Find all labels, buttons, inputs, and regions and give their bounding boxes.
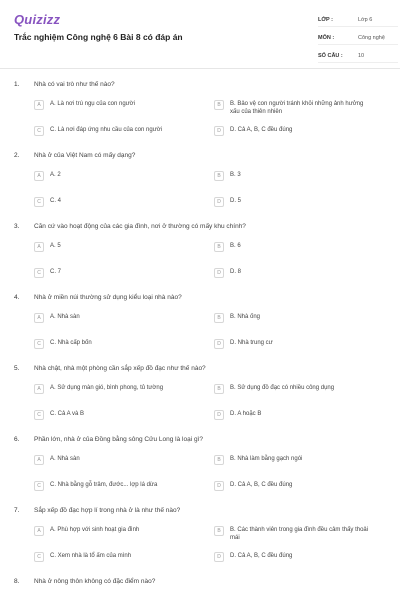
answer-option-d[interactable] [214,197,374,207]
answer-option-d[interactable] [214,481,374,491]
option-text: B. Bảo vệ con người tránh khỏi những ảnh hưởng xấu của thiên nhiên [230,101,364,115]
answer-option-d[interactable] [214,410,374,420]
question-text: Phần lớn, nhà ở của Đồng bằng sông Cửu Long là loại gì? [34,436,203,443]
option-text: C. 7 [50,269,62,275]
question-item [0,504,400,575]
question-number: 5. [14,365,20,372]
answer-option-b[interactable] [214,526,374,542]
answer-option-a[interactable] [34,526,194,536]
answer-option-a[interactable] [34,455,194,465]
meta-label: SỐ CÂU : [318,53,343,59]
meta-value: Lớp 6 [358,17,373,23]
meta-row-count [318,50,398,63]
option-text: A. Nhà sàn [50,456,80,462]
question-item [0,220,400,291]
meta-label: LỚP : [318,17,333,23]
question-item [0,433,400,504]
answer-option-a[interactable] [34,242,194,252]
option-text: B. Nhà ống [230,314,261,320]
option-letter-box: B [214,384,224,394]
option-text: B. Nhà làm bằng gạch ngói [230,456,303,462]
option-letter-box: A [34,455,44,465]
option-letter-box: D [214,552,224,562]
option-text: B. Các thành viên trong gia đình đều cảm thấy thoải mái [230,527,369,541]
worksheet-title: Trắc nghiệm Công nghệ 6 Bài 8 có đáp án [14,32,183,42]
option-letter-box: A [34,171,44,181]
meta-row-subject [318,32,398,45]
option-text: A. Sử dụng màn gió, bình phong, tủ tường [50,385,164,391]
answer-option-d[interactable] [214,268,374,278]
option-text: A. 2 [50,172,61,178]
option-text: C. Nhà bằng gỗ trâm, đước... lợp lá dừa [50,482,158,488]
answer-option-b[interactable] [214,455,374,465]
answer-option-c[interactable] [34,268,194,278]
question-item [0,362,400,433]
option-text: B. 3 [230,172,241,178]
question-number: 2. [14,152,20,159]
option-letter-box: B [214,526,224,536]
question-list [0,78,400,600]
option-text: A. Phù hợp với sinh hoạt gia đình [50,527,140,533]
option-letter-box: D [214,268,224,278]
option-text: D. 8 [230,269,242,275]
meta-row-class [318,14,398,27]
option-letter-box: B [214,455,224,465]
answer-option-c[interactable] [34,126,194,136]
answer-option-a[interactable] [34,171,194,181]
option-letter-box: C [34,410,44,420]
option-letter-box: D [214,339,224,349]
answer-option-a[interactable] [34,384,194,394]
header-divider [0,68,400,69]
question-number: 6. [14,436,20,443]
option-text: A. Là nơi trú ngụ của con người [50,101,135,107]
question-text: Nhà chật, nhà một phòng cần sắp xếp đồ đạc như thế nào? [34,365,206,372]
option-text: A. 5 [50,243,61,249]
option-letter-box: B [214,313,224,323]
meta-value: Công nghệ [358,35,385,41]
answer-option-b[interactable] [214,100,374,116]
option-letter-box: C [34,126,44,136]
question-item [0,291,400,362]
option-letter-box: A [34,313,44,323]
question-number: 7. [14,507,20,514]
quizizz-logo: Quizizz [14,12,61,27]
option-text: D. Cả A, B, C đều đúng [230,553,293,559]
option-letter-box: C [34,481,44,491]
option-text: D. Cả A, B, C đều đúng [230,482,293,488]
option-letter-box: B [214,100,224,110]
question-number: 3. [14,223,20,230]
option-letter-box: C [34,268,44,278]
question-text: Nhà có vai trò như thế nào? [34,81,115,88]
question-number: 1. [14,81,20,88]
answer-option-d[interactable] [214,126,374,136]
option-letter-box: D [214,197,224,207]
option-letter-box: C [34,552,44,562]
answer-option-c[interactable] [34,410,194,420]
option-letter-box: D [214,126,224,136]
answer-option-a[interactable] [34,313,194,323]
answer-option-d[interactable] [214,552,374,562]
option-text: D. A hoặc B [230,411,262,417]
option-letter-box: D [214,481,224,491]
option-text: B. 6 [230,243,241,249]
question-text: Căn cứ vào hoạt động của các gia đình, nơi ở thường có mấy khu chính? [34,223,246,230]
worksheet-meta [318,14,398,68]
question-text: Nhà ở nông thôn không có đặc điểm nào? [34,578,156,585]
answer-option-c[interactable] [34,197,194,207]
answer-option-c[interactable] [34,339,194,349]
option-letter-box: A [34,384,44,394]
answer-option-b[interactable] [214,313,374,323]
answer-option-a[interactable] [34,100,194,110]
option-letter-box: B [214,171,224,181]
option-letter-box: C [34,197,44,207]
answer-option-c[interactable] [34,552,194,562]
option-text: D. Cả A, B, C đều đúng [230,127,293,133]
worksheet-header [0,0,400,68]
option-text: C. Là nơi đáp ứng nhu cầu của con người [50,127,162,133]
question-item [0,78,400,149]
question-number: 8. [14,578,20,585]
meta-label: MÔN : [318,35,335,41]
question-text: Nhà ở của Việt Nam có mấy dạng? [34,152,136,159]
option-letter-box: A [34,100,44,110]
option-text: A. Nhà sàn [50,314,80,320]
option-letter-box: A [34,526,44,536]
question-item [0,149,400,220]
question-text: Sắp xếp đồ đạc hợp lí trong nhà ở là như thế nào? [34,507,181,514]
option-letter-box: C [34,339,44,349]
option-letter-box: A [34,242,44,252]
answer-option-b[interactable] [214,171,374,181]
option-letter-box: D [214,410,224,420]
option-text: C. 4 [50,198,62,204]
option-text: D. Nhà trung cư [230,340,273,346]
answer-option-c[interactable] [34,481,194,491]
option-letter-box: B [214,242,224,252]
question-text: Nhà ở miền núi thường sử dụng kiểu loại nhà nào? [34,294,182,301]
option-text: C. Xem nhà là tổ ấm của mình [50,553,132,559]
answer-option-b[interactable] [214,242,374,252]
option-text: B. Sử dụng đồ đạc có nhiều công dụng [230,385,335,391]
question-number: 4. [14,294,20,301]
option-text: C. Cả A và B [50,411,85,417]
option-text: C. Nhà cấp bốn [50,340,92,346]
meta-value: 10 [358,53,365,59]
answer-option-b[interactable] [214,384,374,394]
answer-option-d[interactable] [214,339,374,349]
question-item [0,575,400,600]
option-text: D. 5 [230,198,242,204]
